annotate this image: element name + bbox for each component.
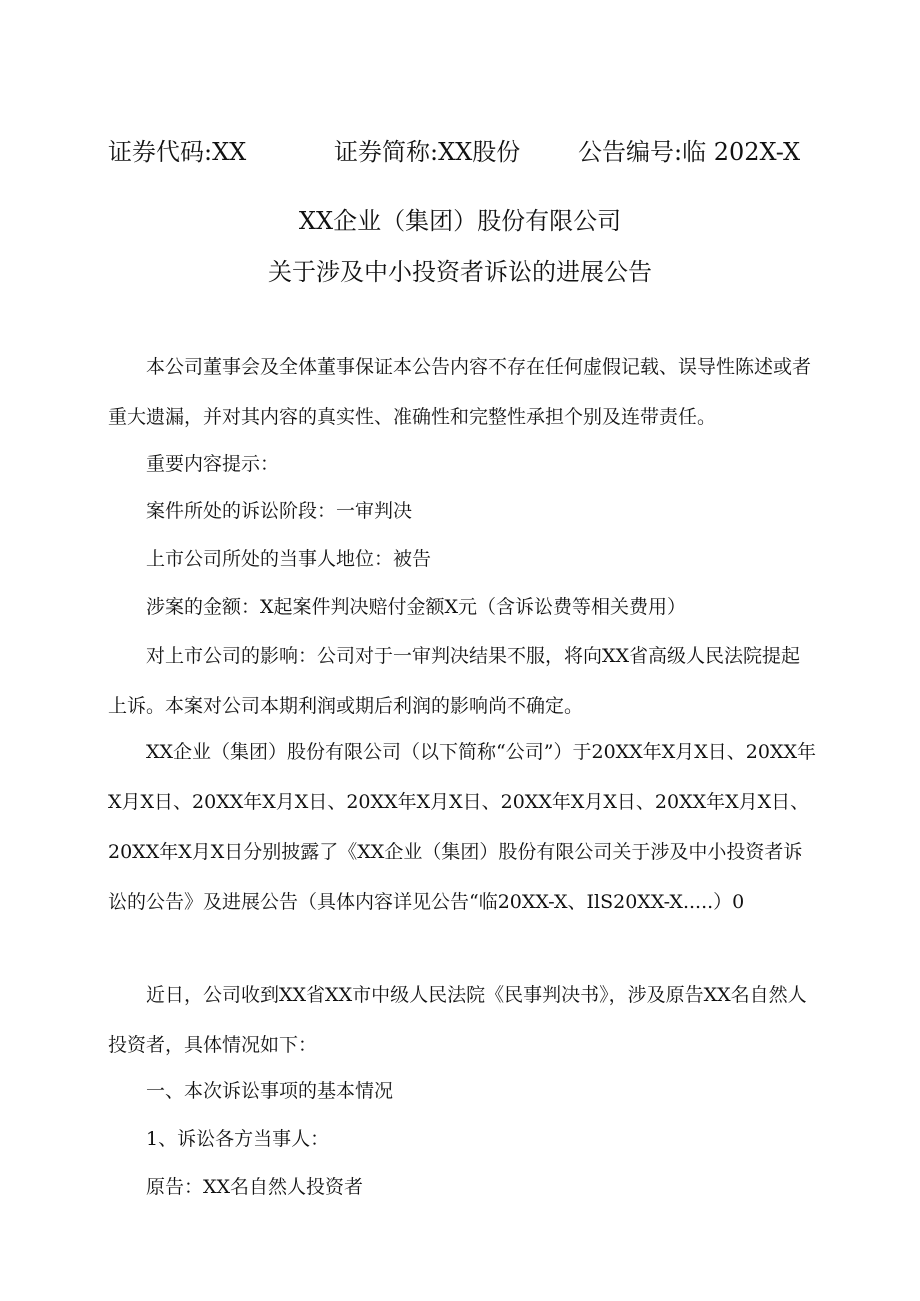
litigation-stage: 案件所处的诉讼阶段：一审判决 <box>146 500 413 522</box>
party-position: 上市公司所处的当事人地位：被告 <box>146 548 432 570</box>
board-statement: 本公司董事会及全体董事保证本公告内容不存在任何虚假记载、误导性陈述或者重大遗漏，并对其内容的真实性、准确性和完整性承担个别及连带责任。 <box>108 356 812 428</box>
tips-heading: 重要内容提示： <box>146 453 280 475</box>
disclosure-paragraph: XX企业（集团）股份有限公司（以下简称“公司”）于20XX年X月X日、20XX年X月X日、20XX年X月X日、20XX年X月X日、20XX年X月X日、20XX年X月X日、20XX年X月X日分别披露了《XX企业（集团）股份有限公司关于涉及中小投资者诉讼的公告》及进展公告（具体内容详见公告“临20XX-X、IlS20XX-X.....）0 <box>108 741 816 913</box>
impact-paragraph: 对上市公司的影响：公司对于一审判决结果不服，将向XX省高级人民法院提起上诉。本案对公司本期利润或期后利润的影响尚不确定。 <box>108 645 801 717</box>
plaintiff-line: 原告：XX名自然人投资者 <box>146 1176 364 1198</box>
case-amount: 涉案的金额：X起案件判决赔付金额X元（含诉讼费等相关费用） <box>146 596 687 618</box>
company-title: XX企业（集团）股份有限公司 <box>298 207 622 235</box>
announcement-header <box>108 134 828 174</box>
stock-abbreviation: 证券简称:XX股份 <box>334 138 521 166</box>
announcement-title: 关于涉及中小投资者诉讼的进展公告 <box>268 258 652 286</box>
recent-paragraph: 近日，公司收到XX省XX市中级人民法院《民事判决书》，涉及原告XX名自然人投资者，具体情况如下： <box>108 984 807 1056</box>
announcement-number: 公告编号:临 202X-X <box>578 138 801 166</box>
stock-code: 证券代码:XX <box>108 138 247 166</box>
parties-item: 1、诉讼各方当事人： <box>146 1128 330 1150</box>
section-heading: 一、本次诉讼事项的基本情况 <box>146 1080 394 1102</box>
